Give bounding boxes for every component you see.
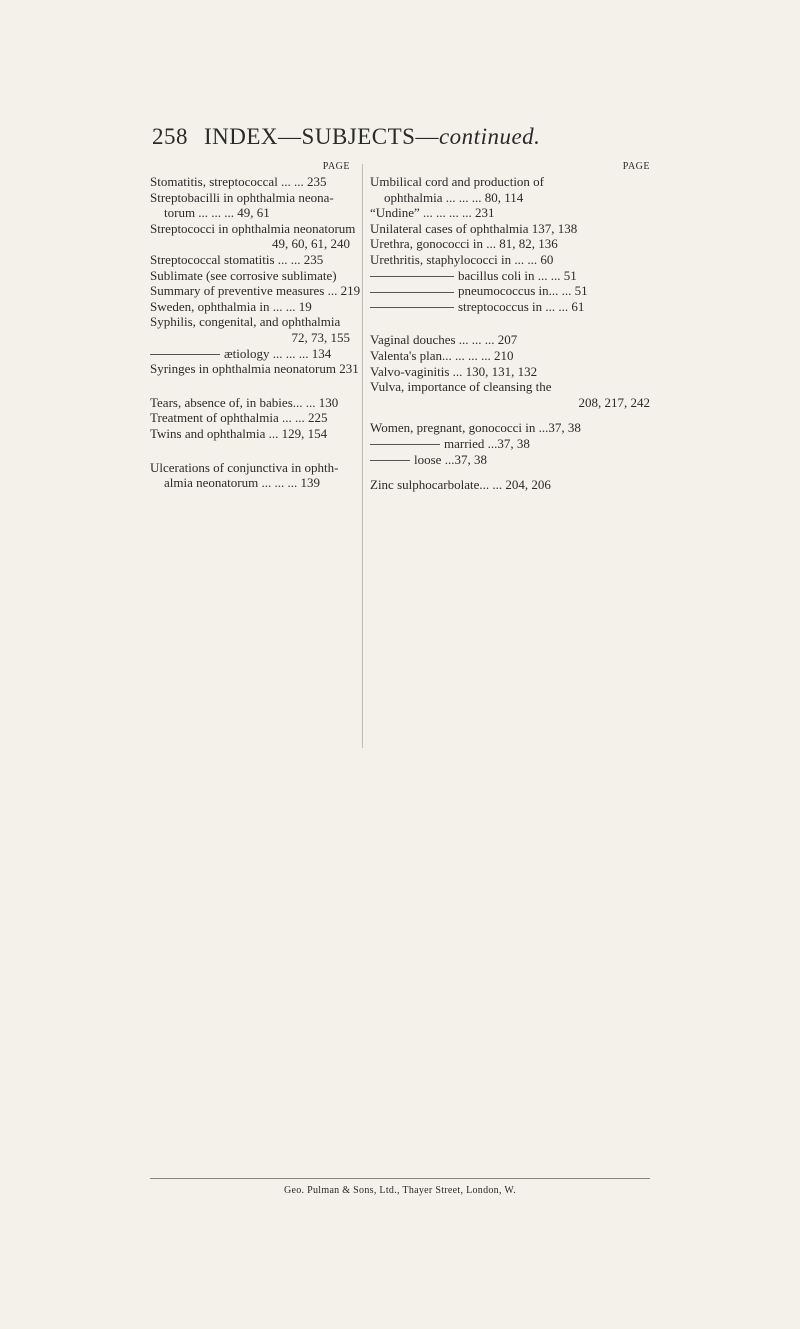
column-divider [362, 164, 363, 748]
index-entry: Streptococci in ophthalmia neonatorum [150, 220, 356, 236]
index-entry: almia neonatorum ... ... ... 139 [164, 475, 320, 491]
index-entry: streptococcus in ... ... 61 [370, 299, 650, 315]
index-entry: ætiology ... ... ... 134 [150, 346, 350, 362]
footer-rule [150, 1178, 650, 1179]
index-entry: Vaginal douches ... ... ... 207 [370, 332, 518, 348]
index-entry: Ulcerations of conjunctiva in ophth- [150, 459, 339, 475]
index-entry: Urethra, gonococci in ... 81, 82, 136 [370, 236, 558, 252]
index-entry: bacillus coli in ... ... 51 [370, 268, 650, 284]
index-column-left [150, 160, 361, 491]
index-entry: Umbilical cord and production of [370, 174, 545, 189]
index-entry: 49, 60, 61, 240 [272, 236, 350, 252]
page-header [152, 124, 540, 150]
index-title: INDEX—SUBJECTS— [204, 124, 439, 149]
page-column-heading: PAGE [622, 161, 650, 172]
index-entry: Streptobacilli in ophthalmia neona- [150, 189, 334, 205]
index-entry: Sublimate (see corrosive sublimate) [150, 267, 337, 283]
printer-imprint: Geo. Pulman & Sons, Ltd., Thayer Street, London, W. [283, 1185, 517, 1196]
index-entry: Urethritis, staphylococci in ... ... 60 [370, 251, 554, 267]
index-entry: ophthalmia ... ... ... 80, 114 [384, 189, 524, 205]
index-entry: married ...37, 38 [370, 436, 650, 452]
index-entry: Valvo-vaginitis ... 130, 131, 132 [370, 363, 538, 379]
index-entry: torum ... ... ... 49, 61 [164, 205, 270, 221]
index-entry: 72, 73, 155 [291, 329, 350, 345]
index-entry: “Undine” ... ... ... ... 231 [370, 205, 495, 221]
ditto-rule [370, 460, 410, 461]
index-entry: Treatment of ophthalmia ... ... 225 [150, 410, 328, 426]
index-entry: Vulva, importance of cleansing the [370, 379, 552, 395]
index-column-right [370, 160, 650, 493]
index-entry: Streptococcal stomatitis ... ... 235 [150, 251, 324, 267]
index-entry: Stomatitis, streptococcal ... ... 235 [150, 174, 327, 189]
ditto-rule [370, 307, 454, 308]
ditto-rule [150, 354, 220, 355]
index-entry: Tears, absence of, in babies... ... 130 [150, 394, 339, 410]
index-entry: Valenta's plan... ... ... ... 210 [370, 347, 514, 363]
index-entry: loose ...37, 38 [370, 452, 650, 468]
index-entry: Summary of preventive measures ... 219 [150, 283, 361, 299]
continued-label: continued. [438, 124, 541, 149]
ditto-rule [370, 292, 454, 293]
index-entry: Syringes in ophthalmia neonatorum 231 [150, 361, 359, 377]
ditto-rule [370, 444, 440, 445]
index-entry: Unilateral cases of ophthalmia 137, 138 [370, 220, 578, 236]
index-entry: Syphilis, congenital, and ophthalmia [150, 314, 341, 330]
index-entry: pneumococcus in... ... 51 [370, 283, 650, 299]
page-number: 258 [152, 124, 188, 149]
index-entry: Zinc sulphocarbolate... ... 204, 206 [370, 477, 551, 493]
index-entry: Women, pregnant, gonococci in ...37, 38 [370, 420, 581, 436]
index-entry: 208, 217, 242 [578, 394, 650, 410]
ditto-rule [370, 276, 454, 277]
index-entry: Twins and ophthalmia ... 129, 154 [150, 425, 328, 441]
index-entry: Sweden, ophthalmia in ... ... 19 [150, 298, 312, 314]
page-column-heading: PAGE [322, 161, 350, 172]
